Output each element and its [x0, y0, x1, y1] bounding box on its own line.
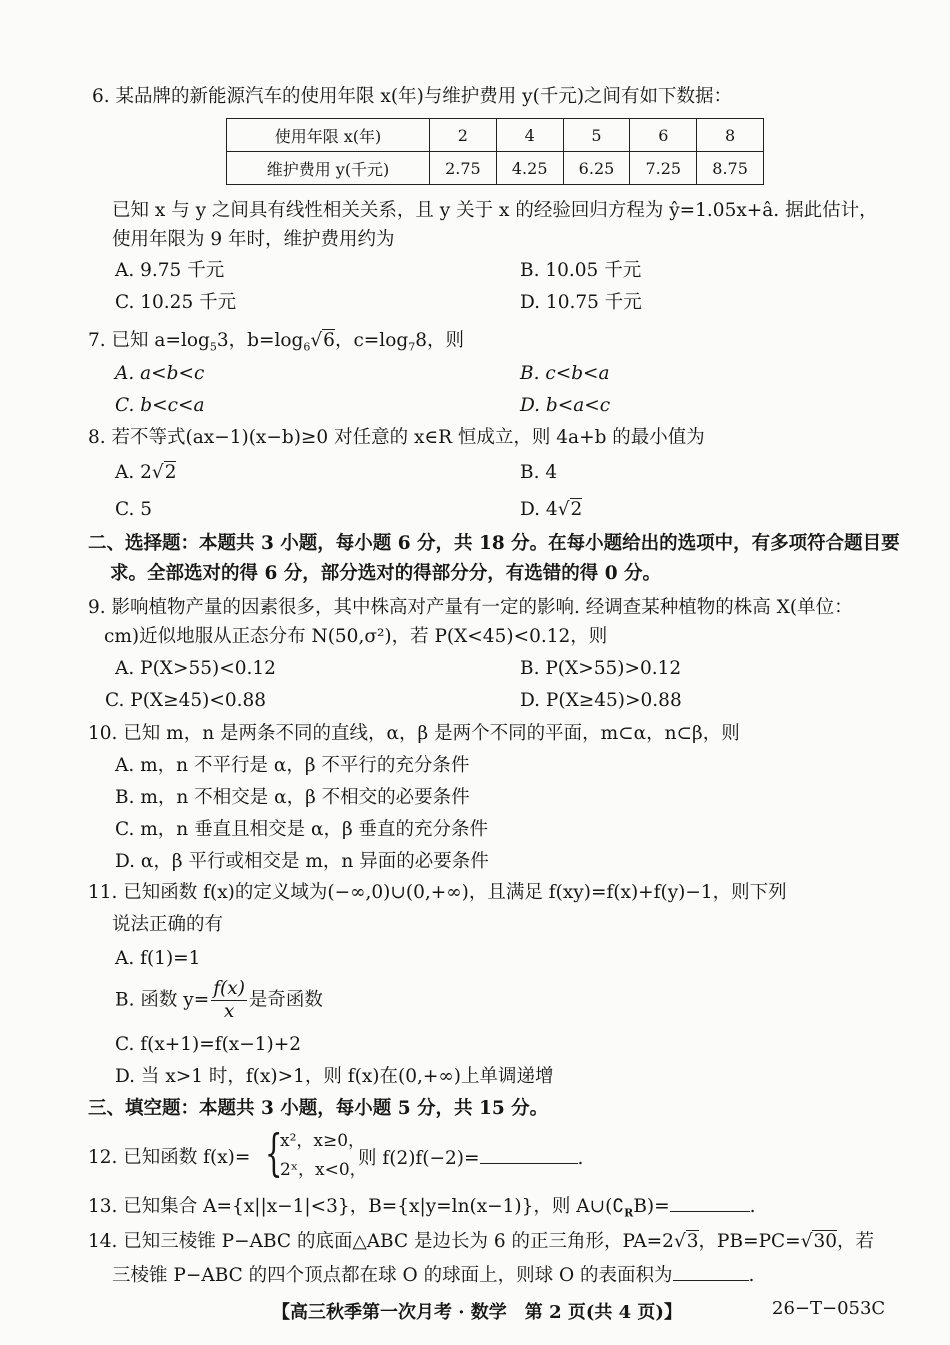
- q14-line1: 14. 已知三棱锥 P−ABC 的底面△ABC 是边长为 6 的正三角形，PA=2√3，PB=PC=√30，若: [88, 1231, 875, 1252]
- table-cell: 2.75: [430, 152, 497, 185]
- q7-stem: 7. 已知 $a=\log_53$，$b=\log_6√6$，$c=\log_78$，则: [88, 330, 464, 354]
- q7-sqrt6: 6: [323, 330, 335, 351]
- q8-option-d-rad: 2: [570, 499, 583, 520]
- q13-end: .: [749, 1196, 756, 1217]
- q13-text: 13. 已知集合 A={x||x−1|<3}，B={x|y=ln(x−1)}，则 A∪(∁: [88, 1196, 625, 1217]
- q9-option-d: D. P(X≥45)>0.88: [520, 690, 682, 711]
- q11-option-b-pre: B. 函数 y=: [115, 989, 210, 1011]
- q7-option-a: A. a<b<c: [115, 363, 205, 384]
- q14-answer-blank[interactable]: [673, 1262, 749, 1281]
- paper-code: 26−T−053C: [772, 1298, 886, 1319]
- q7-sub5: 5: [209, 340, 217, 354]
- q11-option-a: A. f(1)=1: [115, 948, 201, 969]
- table-cell: 8.75: [697, 152, 764, 185]
- q8-option-d-pre: D. 4: [520, 499, 558, 520]
- q9-option-a: A. P(X>55)<0.12: [115, 658, 276, 679]
- q8-option-d: D. 4√2: [520, 499, 583, 520]
- table-cell: 2: [430, 119, 497, 152]
- q10-option-c: C. m，n 垂直且相交是 α，β 垂直的充分条件: [115, 819, 489, 840]
- q14-rad1: 3: [686, 1231, 699, 1252]
- table-cell: 8: [697, 119, 764, 152]
- q10-option-d: D. α，β 平行或相交是 m，n 异面的必要条件: [115, 851, 489, 872]
- q6-option-d: D. 10.75 千元: [520, 292, 642, 313]
- section-2-heading: 二、选择题：本题共 3 小题，每小题 6 分，共 18 分。在每小题给出的选项中，有多项符合题目要: [88, 533, 900, 554]
- q11-option-d: D. 当 x>1 时，f(x)>1，则 f(x)在(0,+∞)上单调递增: [115, 1066, 554, 1087]
- q14-end: .: [748, 1265, 755, 1286]
- q8-option-a: A. 2√2: [115, 462, 177, 483]
- q11-option-c: C. f(x+1)=f(x−1)+2: [115, 1034, 302, 1055]
- q14-line2-text: 三棱锥 P−ABC 的四个顶点都在球 O 的球面上，则球 O 的表面积为: [112, 1265, 673, 1286]
- q6-option-b: B. 10.05 千元: [520, 260, 642, 281]
- section-2-heading-line2: 求。全部选对的得 6 分，部分选对的得部分分，有选错的得 0 分。: [110, 563, 662, 584]
- q13-sub: R: [624, 1206, 634, 1220]
- table-row: [227, 119, 764, 152]
- q14-post: ，若: [837, 1231, 875, 1252]
- q12-end: .: [577, 1148, 584, 1169]
- q6-option-a: A. 9.75 千元: [115, 260, 225, 281]
- q11-fraction: [211, 978, 247, 1023]
- q11-fraction-numerator: f(x): [213, 978, 245, 999]
- section-3-heading: 三、填空题：本题共 3 小题，每小题 5 分，共 15 分。: [88, 1098, 549, 1119]
- table-cell: 4: [496, 119, 563, 152]
- q8-option-c: C. 5: [115, 499, 153, 520]
- q7-stem-c: ，c=log: [334, 330, 409, 351]
- table-row: [227, 152, 764, 185]
- q12-prefix: 12. 已知函数 f(x)=: [88, 1147, 251, 1168]
- q7-stem-a: 7. 已知 a=log: [88, 330, 210, 351]
- q11-fraction-denominator: x: [223, 1001, 235, 1022]
- q14-mid: ，PB=PC=: [698, 1231, 801, 1252]
- page-footer: 【高三秋季第一次月考 · 数学 第 2 页(共 4 页)】: [272, 1302, 682, 1323]
- q13-text2: B)=: [633, 1196, 670, 1217]
- q12-case1: x²，x≥0，: [280, 1131, 366, 1151]
- q7-option-d: D. b<a<c: [520, 395, 611, 416]
- q9-line2: cm)近似地服从正态分布 N(50,σ²)，若 P(X<45)<0.12，则: [104, 626, 608, 647]
- table-cell: 7.25: [630, 152, 697, 185]
- table-cell: 6: [630, 119, 697, 152]
- q7-sub7: 7: [408, 340, 416, 354]
- q10-option-a: A. m，n 不平行是 α，β 不平行的充分条件: [115, 755, 470, 776]
- q7-stem-b: 3，b=log: [216, 330, 304, 351]
- q13-line: [88, 1193, 756, 1227]
- q13-answer-blank[interactable]: [670, 1193, 750, 1212]
- table-cell: 4.25: [496, 152, 563, 185]
- q12-post: 则 f(2)f(−2)=: [358, 1148, 480, 1169]
- q11-option-b-post: 是奇函数: [248, 989, 323, 1011]
- table-header-cell: 维护费用 y(千元): [227, 152, 430, 185]
- q7-option-c: C. b<c<a: [115, 395, 205, 416]
- q14-pre: 14. 已知三棱锥 P−ABC 的底面△ABC 是边长为 6 的正三角形，PA=2: [88, 1231, 674, 1252]
- q10-stem: 10. 已知 m，n 是两条不同的直线，α，β 是两个不同的平面，m⊂α，n⊂β，则: [88, 723, 740, 744]
- q14-line2: [112, 1262, 754, 1289]
- q12-suffix: [358, 1145, 583, 1172]
- q12-answer-blank[interactable]: [480, 1145, 578, 1164]
- q9-line1: 9. 影响植物产量的因素很多，其中株高对产量有一定的影响. 经调查某种植物的株高 X(单位：: [88, 597, 853, 618]
- q12-case2: 2ˣ，x<0，: [280, 1160, 367, 1180]
- table-cell: 6.25: [563, 152, 630, 185]
- q11-option-b: [115, 978, 323, 1023]
- q8-option-a-rad: 2: [164, 462, 177, 483]
- q6-body-line1: 已知 x 与 y 之间具有线性相关关系，且 y 关于 x 的经验回归方程为 ŷ=1.05x+â. 据此估计，: [112, 200, 878, 221]
- q11-line1: 11. 已知函数 f(x)的定义域为(−∞,0)∪(0,+∞)，且满足 f(xy)=f(x)+f(y)−1，则下列: [88, 882, 787, 903]
- q12-brace: {: [265, 1124, 283, 1182]
- q7-stem-d: 8，则: [415, 330, 464, 351]
- q6-option-c: C. 10.25 千元: [115, 292, 237, 313]
- q14-rad2: 30: [813, 1231, 838, 1252]
- q8-option-b: B. 4: [520, 462, 558, 483]
- table-header-cell: 使用年限 x(年): [227, 119, 430, 152]
- q6-body-line2: 使用年限为 9 年时，维护费用约为: [112, 229, 395, 250]
- q8-stem: 8. 若不等式(ax−1)(x−b)≥0 对任意的 x∈R 恒成立，则 4a+b 的最小值为: [88, 427, 705, 448]
- table-cell: 5: [563, 119, 630, 152]
- q11-line2: 说法正确的有: [112, 914, 224, 935]
- q8-option-a-pre: A. 2: [115, 462, 152, 483]
- q7-sub6: 6: [303, 340, 311, 354]
- q10-option-b: B. m，n 不相交是 α，β 不相交的必要条件: [115, 787, 470, 808]
- q6-stem: 6. 某品牌的新能源汽车的使用年限 x(年)与维护费用 y(千元)之间有如下数据：: [92, 86, 733, 107]
- q9-option-c: C. P(X≥45)<0.88: [105, 690, 267, 711]
- q7-option-b: B. c<b<a: [520, 363, 610, 384]
- q6-data-table: [226, 118, 764, 185]
- q9-option-b: B. P(X>55)>0.12: [520, 658, 682, 679]
